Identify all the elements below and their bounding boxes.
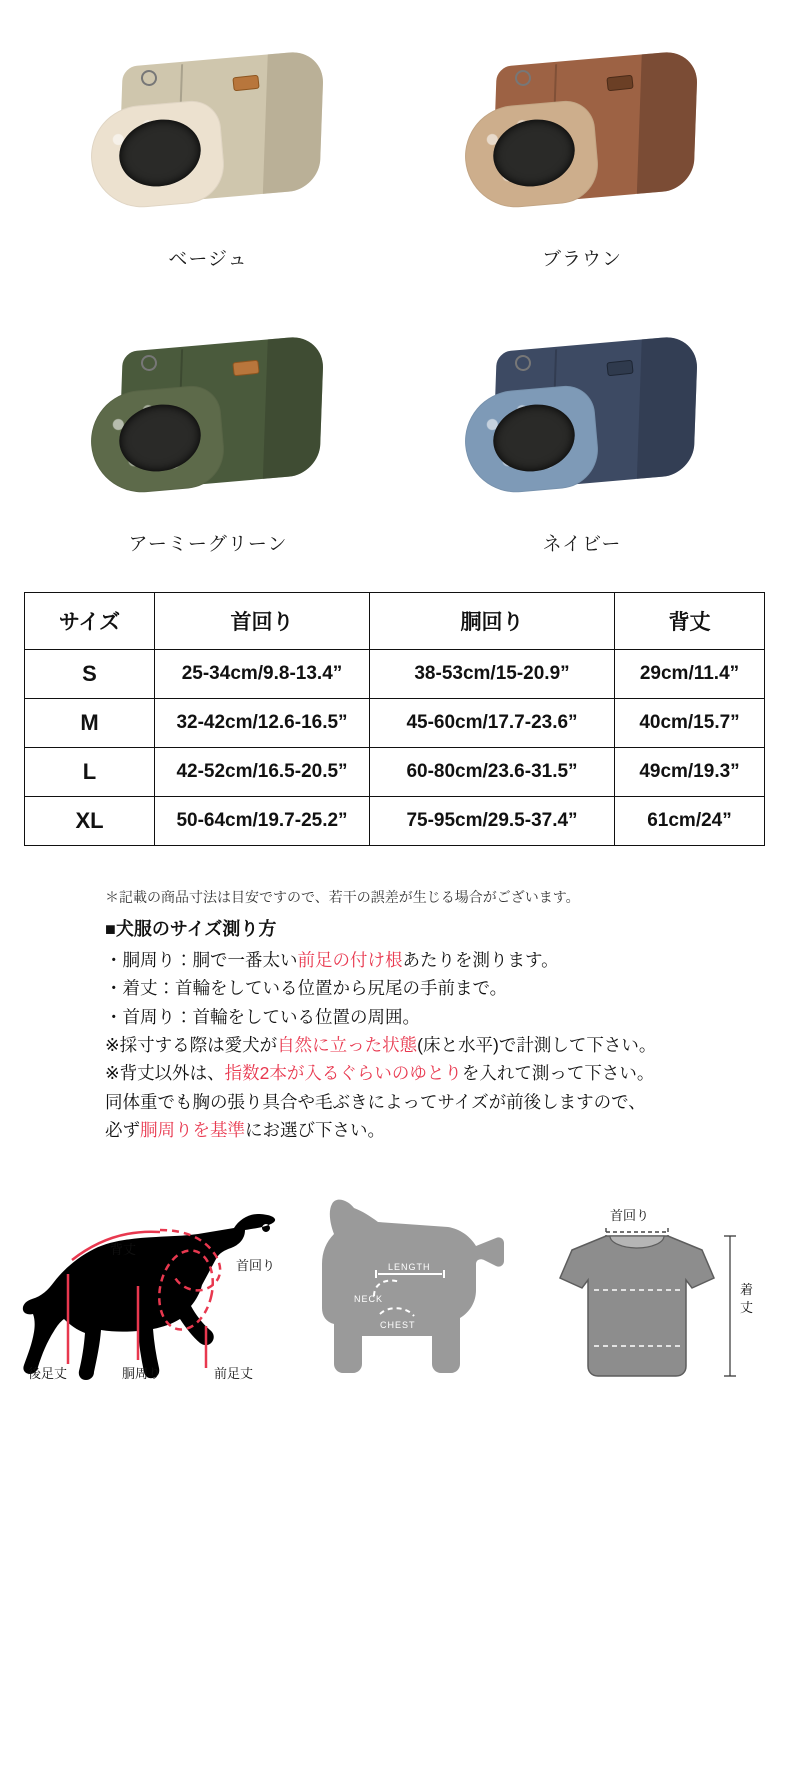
garment-flat-icon <box>518 1178 778 1408</box>
note-line7-a: 必ず <box>105 1119 140 1140</box>
label-garment-length-b: 丈 <box>740 1300 754 1316</box>
note-line7-b: にお選び下さい。 <box>245 1119 385 1140</box>
note-line5-a: ※背丈以外は、 <box>105 1063 225 1084</box>
note-disclaimer: ＊記載の商品寸法は目安ですので、若干の誤差が生じる場合がございます。 <box>105 889 580 905</box>
table-row <box>25 650 765 699</box>
color-variant-brown[interactable] <box>402 30 762 271</box>
color-gallery <box>0 0 790 556</box>
diagram-garment-flat <box>518 1178 778 1408</box>
diagram-dog-silhouette <box>10 1178 310 1398</box>
diagram-dog-outline <box>314 1178 514 1398</box>
cell-size: S <box>25 650 155 699</box>
note-line-chest <box>105 946 766 974</box>
note-line-weight: 同体重でも胸の張り具合や毛ぶきによってサイズが前後しますので、 <box>105 1091 646 1112</box>
size-table-wrap <box>24 592 766 846</box>
note-line-standard <box>105 1116 766 1144</box>
note-line5-highlight: 指数2本が入るぐらいのゆとり <box>224 1063 462 1084</box>
cell-neck: 25-34cm/9.8-13.4” <box>155 650 370 699</box>
label-back-length: 背丈 <box>110 1242 137 1258</box>
note-line4-a: ※採寸する際は愛犬が <box>105 1034 278 1055</box>
note-line-length: ・着丈：首輪をしている位置から尻尾の手前まで。 <box>105 978 508 999</box>
cell-length: 49cm/19.3” <box>615 748 765 797</box>
label-length: LENGTH <box>388 1262 431 1273</box>
dog-silhouette-icon <box>10 1178 310 1398</box>
coat-image-brown <box>402 30 762 240</box>
column-header-length: 背丈 <box>615 593 765 650</box>
table-row <box>25 748 765 797</box>
color-variant-army-green[interactable] <box>28 315 388 556</box>
label-garment-neck: 首回り <box>610 1208 650 1224</box>
note-line5-b: を入れて測って下さい。 <box>461 1063 655 1084</box>
table-row <box>25 699 765 748</box>
label-chest: 胴周り <box>122 1366 162 1382</box>
gallery-row <box>28 315 762 556</box>
cell-length: 61cm/24” <box>615 797 765 846</box>
cell-neck: 42-52cm/16.5-20.5” <box>155 748 370 797</box>
cell-chest: 38-53cm/15-20.9” <box>370 650 615 699</box>
note-line1-b: あたりを測ります。 <box>402 949 559 970</box>
dog-outline-icon <box>314 1178 514 1398</box>
coat-image-navy <box>402 315 762 525</box>
cell-chest: 75-95cm/29.5-37.4” <box>370 797 615 846</box>
label-garment-length-a: 着 <box>740 1282 754 1298</box>
note-line1-highlight: 前足の付け根 <box>297 949 403 970</box>
note-line-ease <box>105 1059 766 1087</box>
note-line7-highlight: 胴周りを基準 <box>140 1119 245 1140</box>
label-neck: 首回り <box>236 1258 276 1274</box>
color-label: ネイビー <box>542 534 622 555</box>
brand-tag-icon <box>606 360 633 377</box>
cell-length: 29cm/11.4” <box>615 650 765 699</box>
cell-chest: 60-80cm/23.6-31.5” <box>370 748 615 797</box>
column-header-chest: 胴回り <box>370 593 615 650</box>
note-line-neck: ・首周り：首輪をしている位置の周囲。 <box>105 1006 420 1027</box>
color-label: ブラウン <box>541 249 622 270</box>
brand-tag-icon <box>232 360 259 377</box>
cell-size: L <box>25 748 155 797</box>
label-neck: NECK <box>354 1294 384 1305</box>
table-row <box>25 797 765 846</box>
cell-length: 40cm/15.7” <box>615 699 765 748</box>
table-header-row <box>25 593 765 650</box>
brand-tag-icon <box>232 75 259 92</box>
note-heading: ■犬服のサイズ測り方 <box>105 918 277 939</box>
cell-chest: 45-60cm/17.7-23.6” <box>370 699 615 748</box>
coat-image-army-green <box>28 315 388 525</box>
column-header-size: サイズ <box>25 593 155 650</box>
color-variant-beige[interactable] <box>28 30 388 271</box>
measurement-notes <box>105 886 766 1144</box>
size-table <box>24 592 765 846</box>
note-line1-a: ・胴周り：胴で一番太い <box>105 949 298 970</box>
measurement-diagrams <box>0 1178 790 1428</box>
cell-neck: 50-64cm/19.7-25.2” <box>155 797 370 846</box>
note-line4-highlight: 自然に立った状態 <box>277 1034 418 1055</box>
label-front-leg: 前足丈 <box>214 1366 254 1382</box>
color-label: アーミーグリーン <box>128 534 288 555</box>
brand-tag-icon <box>606 75 633 92</box>
color-label: ベージュ <box>168 249 248 270</box>
column-header-neck: 首回り <box>155 593 370 650</box>
cell-neck: 32-42cm/12.6-16.5” <box>155 699 370 748</box>
gallery-row <box>28 30 762 271</box>
note-line-posture <box>105 1031 766 1059</box>
garment-body <box>560 1236 714 1376</box>
label-rear-leg: 後足丈 <box>28 1366 68 1382</box>
color-variant-navy[interactable] <box>402 315 762 556</box>
label-chest: CHEST <box>380 1320 416 1331</box>
note-line4-b: (床と水平)で計測して下さい。 <box>417 1034 657 1055</box>
coat-image-beige <box>28 30 388 240</box>
cell-size: XL <box>25 797 155 846</box>
cell-size: M <box>25 699 155 748</box>
